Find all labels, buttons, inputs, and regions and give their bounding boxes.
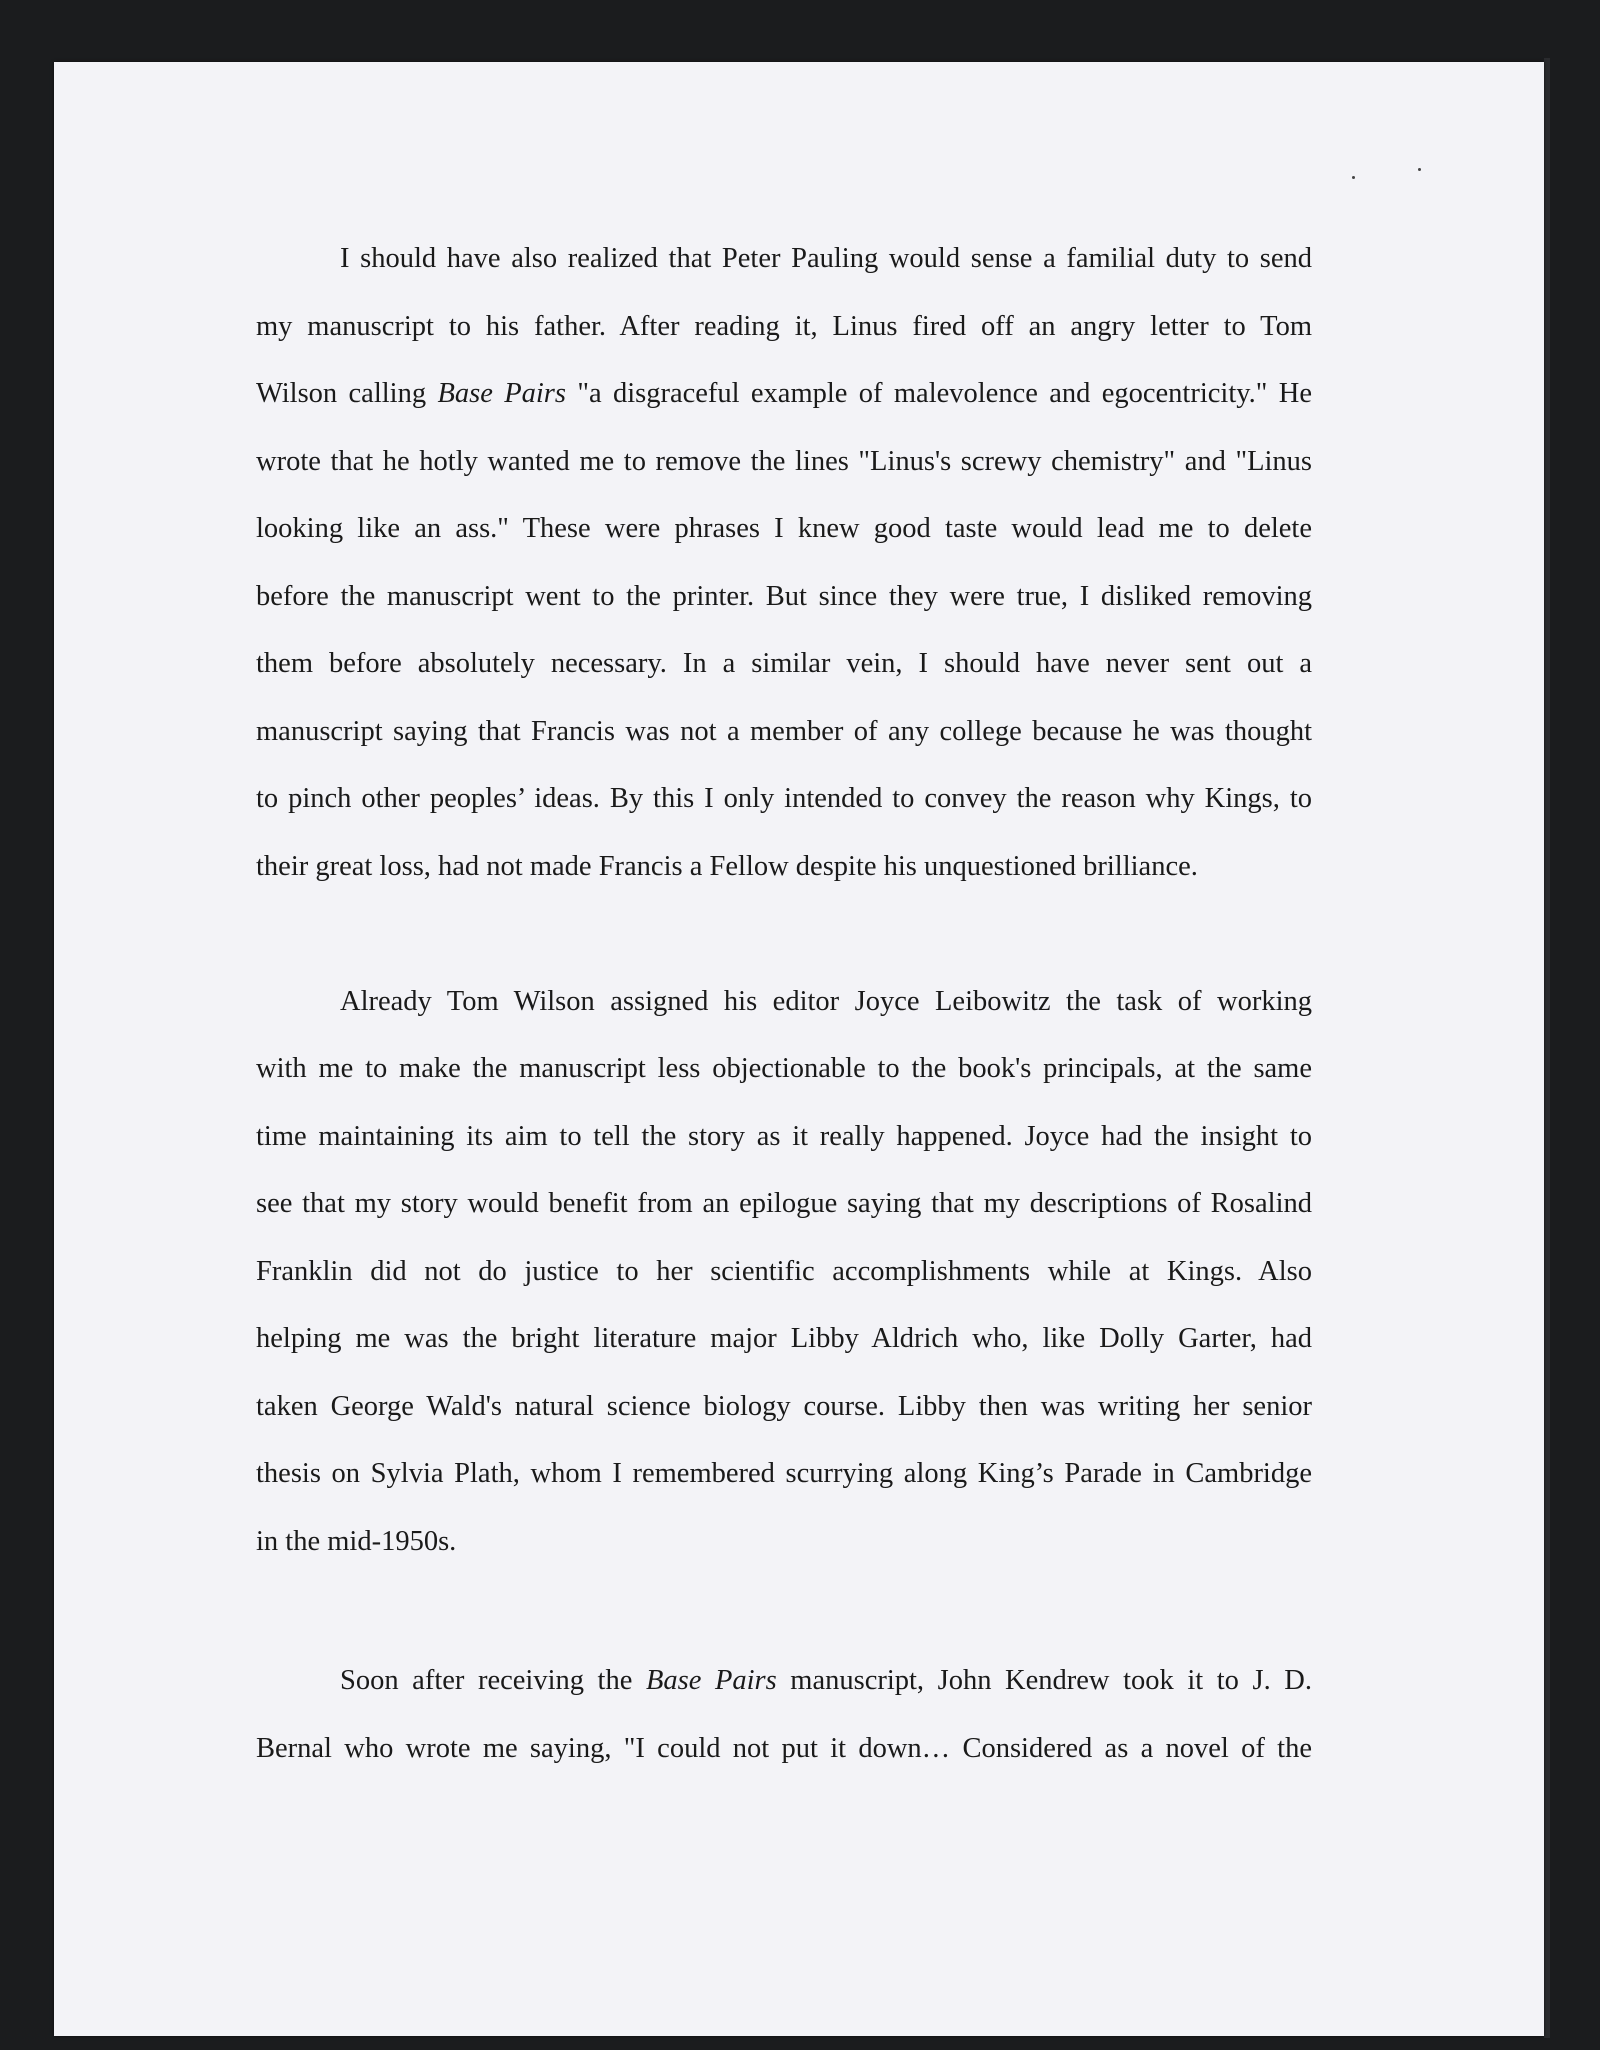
text-line: Bernal who wrote me saying, "I could not put it down… Considered as a novel of the [256,1732,1312,1764]
text-line: their great loss, had not made Francis a Fellow despite his unquestioned brilliance. [256,850,1198,882]
text-line: manuscript saying that Francis was not a member of any college because he was thought [256,715,1312,747]
paper-speck [1352,176,1355,179]
paragraph-gap [256,900,1312,968]
book-title: Base Pairs [437,378,566,409]
text-line: looking like an ass." These were phrases I knew good taste would lead me to delete [256,513,1312,544]
text-line: my manuscript to his father. After reading it, Linus fired off an angry letter to Tom [256,310,1312,342]
text-line: helping me was the bright literature major Libby Aldrich who, like Dolly Garter, had [256,1323,1312,1354]
text-line: in the mid-1950s. [256,1525,457,1557]
text-line: taken George Wald's natural science biology course. Libby then was writing her senior [256,1390,1312,1422]
text-line: to pinch other peoples’ ideas. By this I only intended to convey the reason why Kings, to [256,783,1312,814]
book-title: Base Pairs [645,1665,777,1696]
text-line: thesis on Sylvia Plath, whom I remembered scurrying along King’s Parade in Cambridge [256,1458,1312,1489]
document-body [256,225,1312,1782]
paragraph [256,1647,1312,1782]
text-line: time maintaining its aim to tell the story as it really happened. Joyce had the insight to [256,1120,1312,1152]
paragraph [256,968,1312,1576]
text-line: with me to make the manuscript less objectionable to the book's principals, at the same [256,1053,1312,1084]
text-line: wrote that he hotly wanted me to remove the lines "Linus's screwy chemistry" and "Linus [256,445,1312,477]
paragraph-gap [256,1575,1312,1647]
text-line: I should have also realized that Peter Pauling would sense a familial duty to send [340,243,1312,274]
text-line: before the manuscript went to the printer. But since they were true, I disliked removing [256,580,1312,612]
page-edge [1544,58,1550,2038]
text-line: Already Tom Wilson assigned his editor Joyce Leibowitz the task of working [340,985,1312,1017]
text-line: see that my story would benefit from an epilogue saying that my descriptions of Rosalind [256,1188,1312,1219]
paragraph [256,225,1312,900]
text-line: Soon after receiving the Base Pairs manuscript, John Kendrew took it to J. D. [340,1665,1312,1696]
text-line: Franklin did not do justice to her scientific accomplishments while at Kings. Also [256,1255,1312,1287]
text-line: them before absolutely necessary. In a similar vein, I should have never sent out a [256,648,1312,679]
text-line: Wilson calling Base Pairs "a disgraceful example of malevolence and egocentricity." He [256,378,1312,409]
paper-speck [1418,168,1421,171]
